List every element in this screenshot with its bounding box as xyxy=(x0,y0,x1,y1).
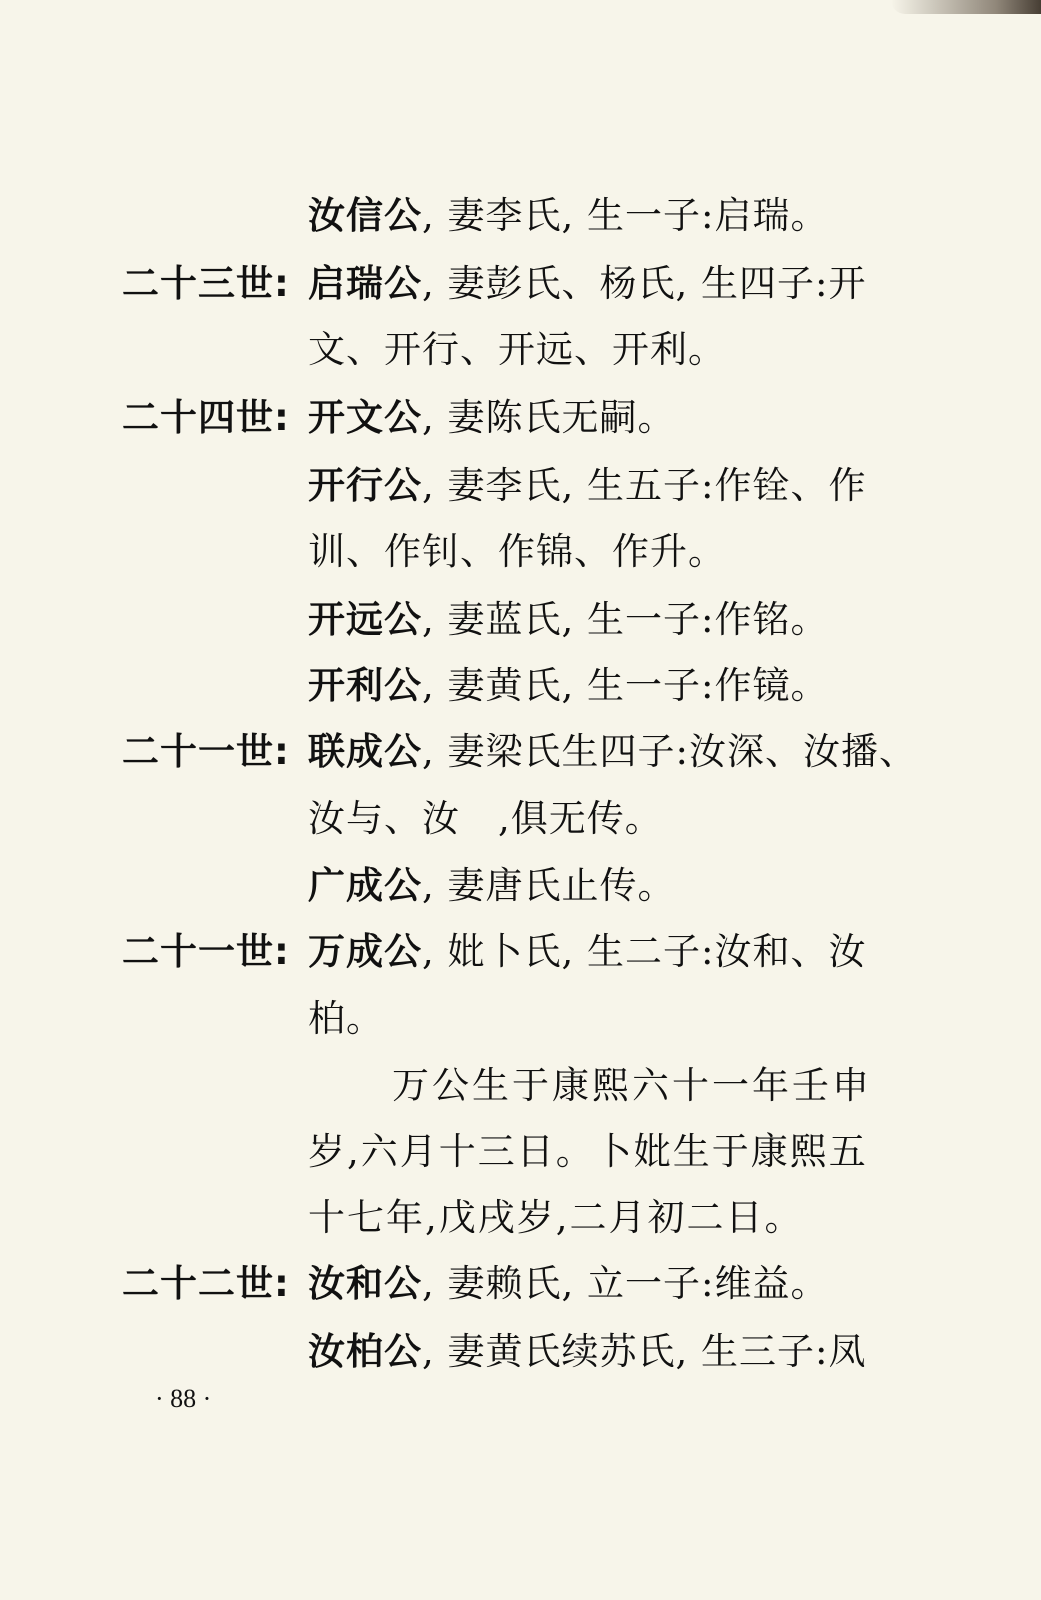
entry-line xyxy=(308,1330,867,1374)
person-name: 开文公 xyxy=(308,396,422,439)
entry-text: , 妻梁氏生四子:汝深、汝播、 xyxy=(422,730,917,773)
note-line: 万公生于康熙六十一年壬申 xyxy=(392,1064,872,1107)
person-name: 万成公 xyxy=(308,930,422,973)
generation-label: 二十四世: xyxy=(122,396,290,439)
entry-text: , 妻陈氏无嗣。 xyxy=(422,396,676,439)
person-name: 联成公 xyxy=(308,730,422,773)
entry-line xyxy=(308,930,867,974)
entry-line xyxy=(308,464,867,508)
generation-label: 二十三世: xyxy=(122,262,290,305)
continuation-line: 训、作钊、作锦、作升。 xyxy=(308,530,726,573)
person-name: 汝柏公 xyxy=(308,1330,422,1373)
generation-label: 二十一世: xyxy=(122,930,290,973)
entry-text: , 妻唐氏止传。 xyxy=(422,864,676,907)
continuation-line: 柏。 xyxy=(308,997,384,1040)
entry-text: , 妻彭氏、杨氏, 生四子:开 xyxy=(422,262,867,305)
entry-line xyxy=(308,598,829,642)
entry-line xyxy=(308,262,867,306)
person-name: 开利公 xyxy=(308,664,422,707)
person-name: 汝信公 xyxy=(308,194,422,237)
person-name: 汝和公 xyxy=(308,1262,422,1305)
entry-text: , 妻李氏, 生五子:作铨、作 xyxy=(422,464,867,507)
generation-label: 二十二世: xyxy=(122,1262,290,1305)
entry-line xyxy=(308,194,829,238)
entry-text: , 妣卜氏, 生二子:汝和、汝 xyxy=(422,930,867,973)
continuation-line: 汝与、汝 ,俱无传。 xyxy=(308,797,663,840)
entry-text: , 妻黄氏, 生一子:作镜。 xyxy=(422,664,829,707)
continuation-line: 文、开行、开远、开利。 xyxy=(308,328,726,371)
entry-line xyxy=(308,396,676,440)
person-name: 广成公 xyxy=(308,864,422,907)
note-continuation-line: 十七年,戊戌岁,二月初二日。 xyxy=(308,1196,804,1239)
entry-line xyxy=(308,864,676,908)
note-continuation-line: 岁,六月十三日。卜妣生于康熙五 xyxy=(308,1130,868,1173)
generation-label: 二十一世: xyxy=(122,730,290,773)
page-number: · 88 · xyxy=(155,1384,212,1413)
person-name: 开行公 xyxy=(308,464,422,507)
scan-edge-shadow xyxy=(891,0,1041,14)
entry-text: , 妻赖氏, 立一子:维益。 xyxy=(422,1262,829,1305)
entry-text: , 妻黄氏续苏氏, 生三子:凤 xyxy=(422,1330,867,1373)
person-name: 启瑞公 xyxy=(308,262,422,305)
entry-line xyxy=(308,1262,829,1306)
entry-line xyxy=(308,730,917,774)
entry-line xyxy=(308,664,829,708)
person-name: 开远公 xyxy=(308,598,422,641)
entry-text: , 妻李氏, 生一子:启瑞。 xyxy=(422,194,829,237)
entry-text: , 妻蓝氏, 生一子:作铭。 xyxy=(422,598,829,641)
